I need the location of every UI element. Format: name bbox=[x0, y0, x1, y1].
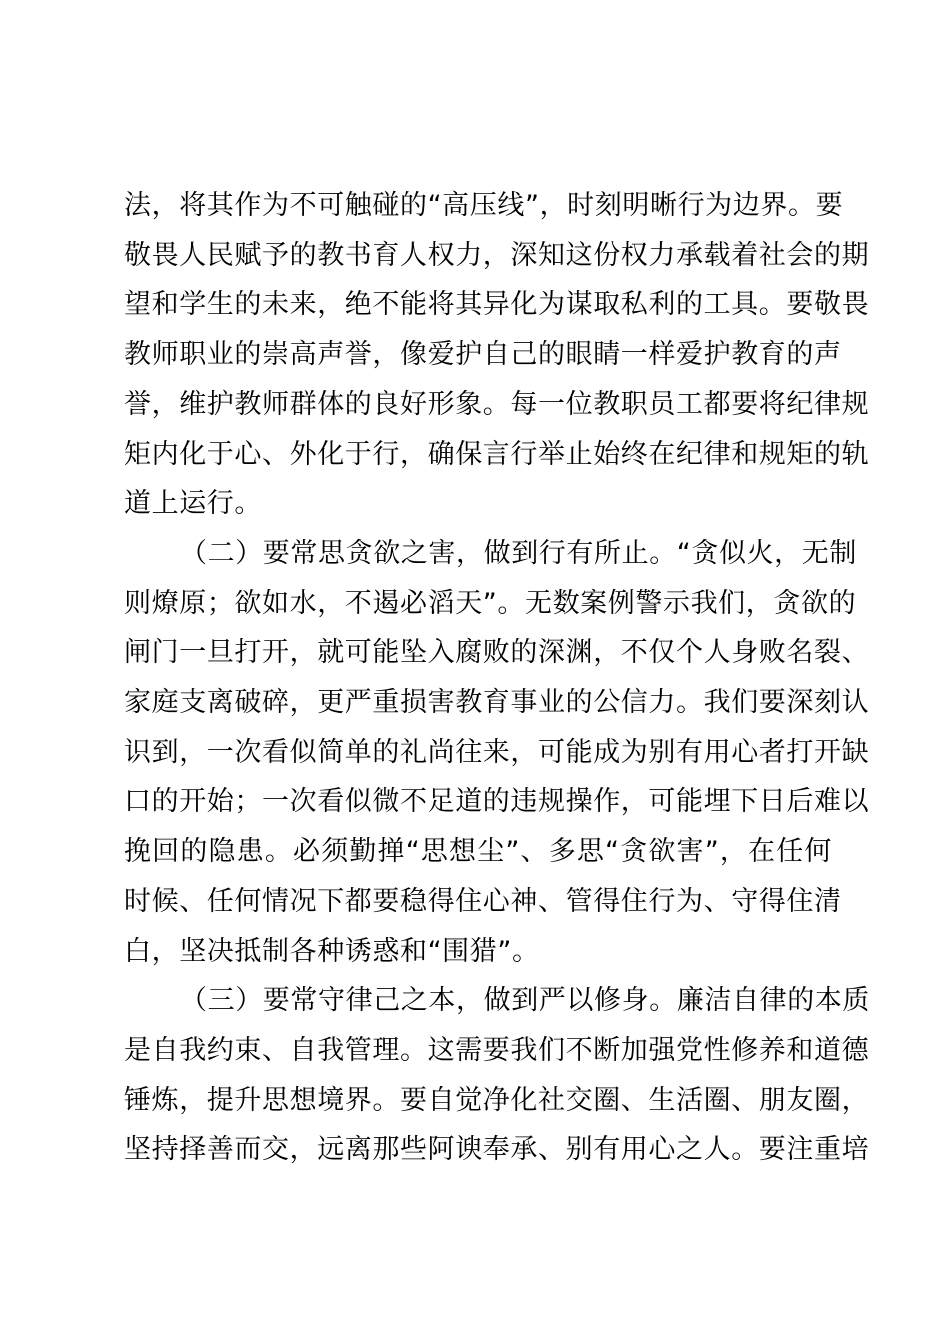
text-line: 白，坚决抵制各种诱惑和“围猎”。 bbox=[124, 935, 540, 967]
paragraph-section-three bbox=[124, 976, 870, 1175]
text-line: 法，将其作为不可触碰的“高压线”，时刻明晰行为边界。要 bbox=[124, 190, 844, 221]
text-line: 识到，一次看似简单的礼尚往来，可能成为别有用心者打开缺 bbox=[124, 736, 870, 768]
text-line: 道上运行。 bbox=[124, 488, 262, 520]
text-line-indented: （二）要常思贪欲之害，做到行有所止。“贪似火，无制 bbox=[180, 537, 857, 569]
document-page bbox=[124, 181, 870, 1175]
paragraph-section-two bbox=[124, 529, 870, 976]
text-line: 坚持择善而交，远离那些阿谀奉承、别有用心之人。要注重培 bbox=[124, 1134, 870, 1166]
text-line: 是自我约束、自我管理。这需要我们不断加强党性修养和道德 bbox=[124, 1034, 870, 1066]
text-line: 敬畏人民赋予的教书育人权力，深知这份权力承载着社会的期 bbox=[124, 239, 870, 271]
text-line: 教师职业的崇高声誉，像爱护自己的眼睛一样爱护教育的声 bbox=[124, 339, 842, 371]
text-line: 时候、任何情况下都要稳得住心神、管得住行为、守得住清 bbox=[124, 885, 842, 917]
text-line: 挽回的隐患。必须勤掸“思想尘”、多思“贪欲害”，在任何 bbox=[124, 836, 832, 868]
text-line: 锤炼，提升思想境界。要自觉净化社交圈、生活圈、朋友圈， bbox=[124, 1084, 870, 1116]
text-line: 口的开始；一次看似微不足道的违规操作，可能埋下日后难以 bbox=[124, 786, 870, 818]
text-line-indented: （三）要常守律己之本，做到严以修身。廉洁自律的本质 bbox=[180, 985, 870, 1017]
paragraph-continuation bbox=[124, 181, 870, 529]
text-line: 则燎原；欲如水，不遏必滔天”。无数案例警示我们，贪欲的 bbox=[124, 587, 857, 619]
text-line: 誉，维护教师群体的良好形象。每一位教职员工都要将纪律规 bbox=[124, 388, 870, 420]
text-line: 矩内化于心、外化于行，确保言行举止始终在纪律和规矩的轨 bbox=[124, 438, 870, 470]
text-line: 家庭支离破碎，更严重损害教育事业的公信力。我们要深刻认 bbox=[124, 687, 870, 719]
text-line: 闸门一旦打开，就可能坠入腐败的深渊，不仅个人身败名裂、 bbox=[124, 637, 870, 669]
text-line: 望和学生的未来，绝不能将其异化为谋取私利的工具。要敬畏 bbox=[124, 289, 870, 321]
